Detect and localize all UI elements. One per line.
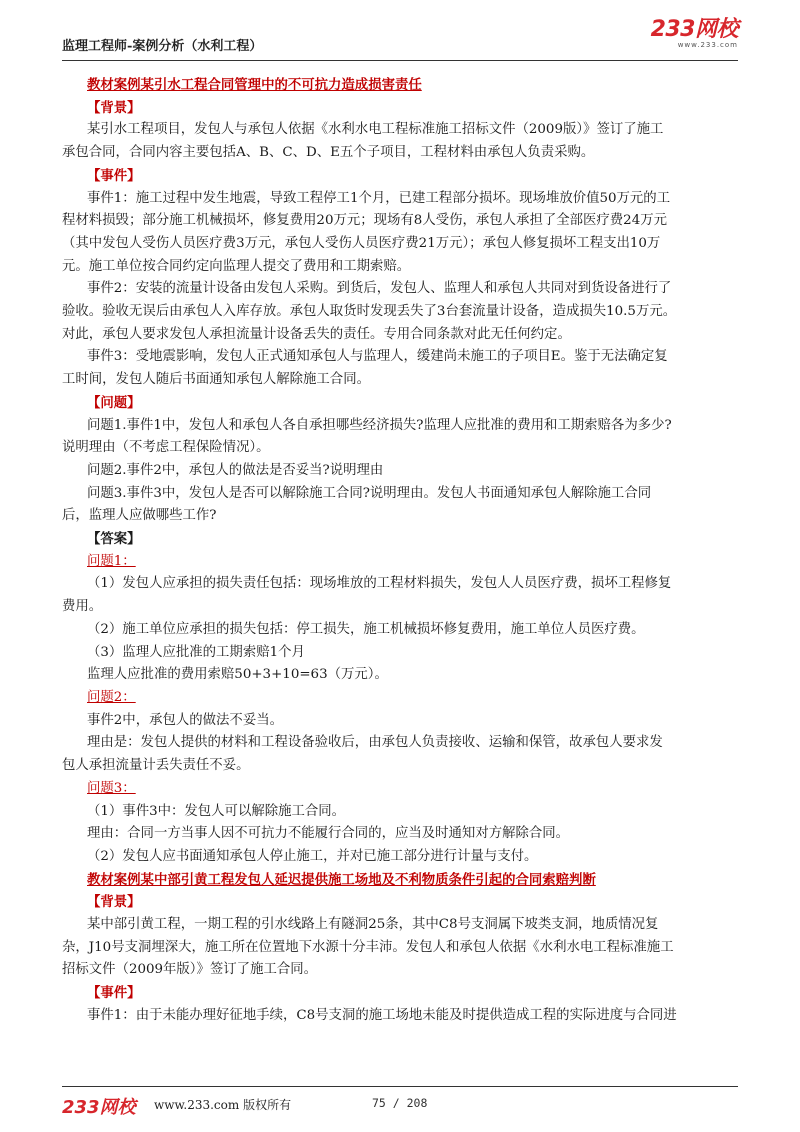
- text-line: 理由：合同一方当事人因不可抗力不能履行合同的，应当及时通知对方解除合同。: [87, 826, 570, 842]
- text-line: 理由是：发包人提供的材料和工程设备验收后，由承包人负责接收、运输和保管，故承包人要求发: [87, 735, 663, 751]
- text-line: （其中发包人受伤人员医疗费3万元，承包人受伤人员医疗费21万元）；承包人修复损坏工程支出10万: [62, 235, 661, 251]
- page-footer: [62, 1086, 738, 1117]
- section-heading: 【事件】: [87, 985, 141, 1002]
- text-line: 问题3.事件3中，发包人是否可以解除施工合同?说明理由。发包人书面通知承包人解除施工合同: [87, 485, 652, 501]
- footer-copyright: www.233.com 版权所有: [154, 1098, 292, 1112]
- text-line: 验收。验收无误后由承包人入库存放。承包人取货时发现丢失了3台套流量计设备，造成损失10.5万元。: [62, 304, 677, 320]
- text-line: 问题1.事件1中，发包人和承包人各自承担哪些经济损失?监理人应批准的费用和工期索赔各为多少?: [87, 417, 672, 433]
- text-line: （2）发包人应书面通知承包人停止施工，并对已施工部分进行计量与支付。: [87, 848, 538, 864]
- text-line: 事件1：施工过程中发生地震，导致工程停工1个月，已建工程部分损坏。现场堆放价值50万元的工: [87, 190, 671, 206]
- section-heading: 【答案】: [87, 531, 141, 548]
- page-header: [62, 17, 738, 61]
- section-heading: 【背景】: [87, 894, 141, 911]
- text-line: 对此，承包人要求发包人承担流量计设备丢失的责任。专用合同条款对此无任何约定。: [62, 326, 571, 342]
- page-number: 75 / 208: [372, 1096, 428, 1110]
- text-line: 事件2中，承包人的做法不妥当。: [87, 712, 283, 728]
- footer-logo: 233网校: [62, 1097, 136, 1118]
- section-heading: 【背景】: [87, 99, 141, 116]
- text-line: 某中部引黄工程，一期工程的引水线路上有隧洞25条，其中C8号支洞属下坡类支洞，地质情况复: [87, 917, 659, 933]
- text-line: 元。施工单位按合同约定向监理人提交了费用和工期索赔。: [62, 258, 411, 274]
- text-line: 招标文件（2009年版）》签订了施工合同。: [62, 962, 318, 978]
- text-line: 程材料损毁；部分施工机械损坏，修复费用20万元；现场有8人受伤，承包人承担了全部医疗费24万元: [62, 213, 668, 229]
- text-line: 事件2：安装的流量计设备由发包人采购。到货后，发包人、监理人和承包人共同对到货设备进行了: [87, 281, 672, 297]
- section-heading: 【事件】: [87, 167, 141, 184]
- section-heading: 教材案例某引水工程合同管理中的不可抗力造成损害责任: [87, 77, 422, 93]
- header-title: 监理工程师-案例分析（水利工程）: [62, 39, 263, 54]
- text-line: 监理人应批准的费用索赔50+3+10=63（万元）。: [87, 667, 388, 683]
- section-heading: 问题1：: [87, 553, 136, 569]
- logo-text: 233网校: [650, 17, 738, 42]
- text-line: （3）监理人应批准的工期索赔1个月: [87, 644, 305, 660]
- section-heading: 【问题】: [87, 394, 141, 411]
- logo-subtitle: www.233.com: [677, 41, 738, 49]
- section-heading: 问题2：: [87, 689, 136, 705]
- section-heading: 问题3：: [87, 780, 136, 796]
- text-line: 说明理由（不考虑工程保险情况）。: [62, 440, 270, 456]
- document-body: [62, 74, 740, 1028]
- text-line: （1）事件3中：发包人可以解除施工合同。: [87, 803, 346, 819]
- text-line: 费用。: [62, 599, 103, 615]
- brand-logo[interactable]: [651, 18, 738, 49]
- text-line: 某引水工程项目，发包人与承包人依据《水利水电工程标准施工招标文件（2009版）》签订了施工: [87, 122, 664, 138]
- text-line: 承包合同，合同内容主要包括A、B、C、D、E五个子项目，工程材料由承包人负责采购。: [62, 145, 595, 161]
- text-line: 问题2.事件2中，承包人的做法是否妥当?说明理由: [87, 462, 384, 478]
- text-line: 事件3：受地震影响，发包人正式通知承包人与监理人，缓建尚未施工的子项目E。鉴于无法确定复: [87, 349, 668, 365]
- text-line: 事件1：由于未能办理好征地手续，C8号支洞的施工场地未能及时提供造成工程的实际进度与合同进: [87, 1007, 677, 1023]
- text-line: 工时间，发包人随后书面通知承包人解除施工合同。: [62, 372, 370, 388]
- text-line: （1）发包人应承担的损失责任包括：现场堆放的工程材料损失，发包人人员医疗费，损坏工程修复: [87, 576, 672, 592]
- text-line: 杂，J10号支洞埋深大，施工所在位置地下水源十分丰沛。发包人和承包人依据《水利水电工程标准施工: [62, 939, 674, 955]
- text-line: 包人承担流量计丢失责任不妥。: [62, 758, 250, 774]
- section-heading: 教材案例某中部引黄工程发包人延迟提供施工场地及不利物质条件引起的合同索赔判断: [87, 871, 596, 888]
- text-line: （2）施工单位应承担的损失包括：停工损失，施工机械损坏修复费用，施工单位人员医疗费。: [87, 621, 645, 637]
- text-line: 后，监理人应做哪些工作?: [62, 508, 217, 524]
